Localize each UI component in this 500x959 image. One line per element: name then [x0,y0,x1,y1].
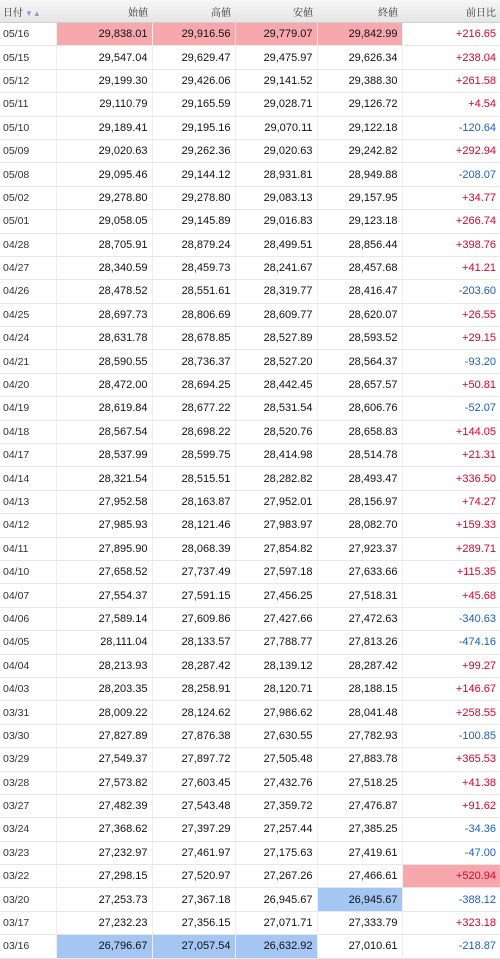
cell-open: 28,631.78 [56,327,152,350]
cell-date: 04/18 [0,420,56,443]
cell-diff: +365.53 [402,748,500,771]
cell-high: 28,121.46 [152,514,235,537]
table-row [0,677,500,700]
table-row [0,560,500,583]
cell-open: 28,213.93 [56,654,152,677]
column-header-high[interactable]: 高値 [152,0,235,23]
cell-low: 27,071.71 [235,911,317,934]
cell-close: 27,419.61 [317,841,402,864]
cell-low: 27,359.72 [235,794,317,817]
cell-diff: -47.00 [402,841,500,864]
cell-date: 05/12 [0,69,56,92]
cell-date: 04/06 [0,607,56,630]
cell-open: 28,203.35 [56,677,152,700]
cell-date: 04/26 [0,280,56,303]
table-row [0,256,500,279]
cell-high: 29,195.16 [152,116,235,139]
cell-high: 28,459.73 [152,256,235,279]
cell-diff: -52.07 [402,397,500,420]
cell-open: 28,111.04 [56,631,152,654]
cell-diff: -100.85 [402,724,500,747]
cell-low: 28,931.81 [235,163,317,186]
cell-close: 27,472.63 [317,607,402,630]
cell-open: 27,985.93 [56,514,152,537]
column-header-date-label: 日付 [3,7,23,19]
table-row [0,748,500,771]
table-row [0,584,500,607]
cell-diff: +91.62 [402,794,500,817]
cell-close: 28,949.88 [317,163,402,186]
cell-open: 28,705.91 [56,233,152,256]
table-row [0,444,500,467]
cell-date: 03/30 [0,724,56,747]
cell-date: 03/31 [0,701,56,724]
cell-low: 27,597.18 [235,560,317,583]
cell-diff: +159.33 [402,514,500,537]
cell-close: 29,123.18 [317,210,402,233]
cell-close: 28,593.52 [317,327,402,350]
cell-diff: +144.05 [402,420,500,443]
cell-open: 29,547.04 [56,46,152,69]
cell-open: 27,895.90 [56,537,152,560]
cell-close: 29,122.18 [317,116,402,139]
cell-close: 28,564.37 [317,350,402,373]
cell-low: 29,016.83 [235,210,317,233]
cell-high: 27,543.48 [152,794,235,817]
cell-diff: +74.27 [402,490,500,513]
cell-date: 04/20 [0,373,56,396]
cell-date: 03/24 [0,818,56,841]
cell-diff: +292.94 [402,139,500,162]
cell-high: 28,287.42 [152,654,235,677]
cell-open: 27,368.62 [56,818,152,841]
cell-date: 04/17 [0,444,56,467]
cell-diff: +323.18 [402,911,500,934]
cell-low: 27,986.62 [235,701,317,724]
table-row [0,631,500,654]
cell-high: 29,165.59 [152,93,235,116]
column-header-diff[interactable]: 前日比 [402,0,500,23]
table-row [0,23,500,46]
cell-date: 03/29 [0,748,56,771]
cell-diff: -93.20 [402,350,500,373]
table-row [0,911,500,934]
cell-date: 05/15 [0,46,56,69]
cell-low: 29,779.07 [235,23,317,46]
cell-date: 05/09 [0,139,56,162]
cell-high: 27,737.49 [152,560,235,583]
cell-high: 29,145.89 [152,210,235,233]
cell-low: 27,952.01 [235,490,317,513]
cell-date: 04/13 [0,490,56,513]
cell-open: 26,796.67 [56,935,152,958]
cell-open: 29,058.05 [56,210,152,233]
cell-diff: +238.04 [402,46,500,69]
table-row [0,280,500,303]
cell-date: 04/10 [0,560,56,583]
cell-diff: -208.07 [402,163,500,186]
table-row [0,210,500,233]
cell-low: 29,028.71 [235,93,317,116]
cell-diff: -474.16 [402,631,500,654]
cell-high: 27,367.18 [152,888,235,911]
cell-high: 29,426.06 [152,69,235,92]
cell-high: 27,609.86 [152,607,235,630]
cell-diff: -340.63 [402,607,500,630]
table-row [0,233,500,256]
table-row [0,350,500,373]
cell-diff: +99.27 [402,654,500,677]
sort-desc-icon[interactable]: ▼▲ [25,8,41,18]
table-row [0,654,500,677]
table-body [0,23,500,959]
cell-open: 28,472.00 [56,373,152,396]
cell-open: 28,340.59 [56,256,152,279]
cell-open: 27,827.89 [56,724,152,747]
cell-diff: +21.31 [402,444,500,467]
cell-low: 27,175.63 [235,841,317,864]
cell-high: 29,262.36 [152,139,235,162]
cell-open: 27,589.14 [56,607,152,630]
cell-diff: +398.76 [402,233,500,256]
cell-open: 29,110.79 [56,93,152,116]
cell-low: 27,456.25 [235,584,317,607]
cell-close: 28,287.42 [317,654,402,677]
cell-diff: +266.74 [402,210,500,233]
cell-open: 27,482.39 [56,794,152,817]
cell-low: 27,267.26 [235,865,317,888]
cell-close: 28,156.97 [317,490,402,513]
cell-open: 27,658.52 [56,560,152,583]
cell-diff: +50.81 [402,373,500,396]
cell-close: 27,883.78 [317,748,402,771]
cell-open: 28,321.54 [56,467,152,490]
cell-close: 27,385.25 [317,818,402,841]
cell-high: 28,736.37 [152,350,235,373]
table-row [0,420,500,443]
table-row [0,373,500,396]
cell-open: 28,619.84 [56,397,152,420]
cell-low: 26,945.67 [235,888,317,911]
cell-high: 27,876.38 [152,724,235,747]
cell-low: 28,531.54 [235,397,317,420]
cell-close: 27,010.61 [317,935,402,958]
cell-high: 27,897.72 [152,748,235,771]
cell-date: 05/02 [0,186,56,209]
cell-diff: +336.50 [402,467,500,490]
cell-low: 29,475.97 [235,46,317,69]
cell-low: 29,141.52 [235,69,317,92]
table-row [0,69,500,92]
cell-high: 27,461.97 [152,841,235,864]
cell-open: 29,199.30 [56,69,152,92]
column-header-close[interactable]: 終値 [317,0,402,23]
cell-date: 03/23 [0,841,56,864]
cell-close: 28,416.47 [317,280,402,303]
cell-close: 27,466.61 [317,865,402,888]
cell-high: 28,694.25 [152,373,235,396]
cell-close: 27,476.87 [317,794,402,817]
cell-date: 04/12 [0,514,56,537]
table-row [0,327,500,350]
cell-high: 28,678.85 [152,327,235,350]
cell-diff: +4.54 [402,93,500,116]
cell-high: 28,677.22 [152,397,235,420]
table-row [0,935,500,958]
cell-high: 28,599.75 [152,444,235,467]
cell-low: 28,414.98 [235,444,317,467]
cell-low: 28,282.82 [235,467,317,490]
table-row [0,490,500,513]
cell-diff: +45.68 [402,584,500,607]
cell-open: 27,232.23 [56,911,152,934]
cell-date: 04/24 [0,327,56,350]
cell-high: 27,603.45 [152,771,235,794]
cell-open: 28,478.52 [56,280,152,303]
cell-close: 29,626.34 [317,46,402,69]
cell-high: 28,698.22 [152,420,235,443]
cell-high: 28,806.69 [152,303,235,326]
cell-diff: -34.36 [402,818,500,841]
table-row [0,841,500,864]
cell-close: 27,518.31 [317,584,402,607]
cell-close: 28,493.47 [317,467,402,490]
cell-date: 04/05 [0,631,56,654]
table-row [0,116,500,139]
cell-high: 28,515.51 [152,467,235,490]
table-row [0,467,500,490]
cell-date: 03/28 [0,771,56,794]
cell-diff: -120.64 [402,116,500,139]
column-header-date[interactable] [0,0,56,23]
cell-high: 28,258.91 [152,677,235,700]
cell-low: 28,527.20 [235,350,317,373]
cell-open: 29,189.41 [56,116,152,139]
cell-date: 03/20 [0,888,56,911]
cell-high: 28,551.61 [152,280,235,303]
cell-high: 27,356.15 [152,911,235,934]
cell-diff: +41.38 [402,771,500,794]
table-row [0,818,500,841]
cell-close: 28,658.83 [317,420,402,443]
cell-close: 28,082.70 [317,514,402,537]
cell-open: 27,549.37 [56,748,152,771]
cell-close: 26,945.67 [317,888,402,911]
table-row [0,139,500,162]
cell-open: 29,838.01 [56,23,152,46]
cell-close: 28,514.78 [317,444,402,467]
table-row [0,397,500,420]
cell-low: 28,609.77 [235,303,317,326]
cell-diff: +258.55 [402,701,500,724]
cell-low: 27,788.77 [235,631,317,654]
cell-date: 04/04 [0,654,56,677]
table-row [0,46,500,69]
table-row [0,724,500,747]
cell-close: 29,388.30 [317,69,402,92]
cell-close: 27,813.26 [317,631,402,654]
cell-close: 28,606.76 [317,397,402,420]
cell-close: 27,633.66 [317,560,402,583]
cell-open: 27,298.15 [56,865,152,888]
cell-high: 29,916.56 [152,23,235,46]
cell-date: 03/16 [0,935,56,958]
cell-date: 04/14 [0,467,56,490]
cell-close: 29,242.82 [317,139,402,162]
cell-open: 27,232.97 [56,841,152,864]
cell-high: 29,629.47 [152,46,235,69]
cell-close: 27,923.37 [317,537,402,560]
cell-low: 27,983.97 [235,514,317,537]
cell-high: 27,397.29 [152,818,235,841]
cell-close: 29,842.99 [317,23,402,46]
cell-diff: -218.87 [402,935,500,958]
cell-close: 28,457.68 [317,256,402,279]
cell-close: 28,620.07 [317,303,402,326]
cell-low: 28,120.71 [235,677,317,700]
cell-low: 28,442.45 [235,373,317,396]
cell-close: 29,126.72 [317,93,402,116]
cell-low: 26,632.92 [235,935,317,958]
cell-open: 28,697.73 [56,303,152,326]
cell-diff: -388.12 [402,888,500,911]
cell-open: 28,009.22 [56,701,152,724]
cell-diff: +289.71 [402,537,500,560]
cell-low: 29,070.11 [235,116,317,139]
cell-date: 05/01 [0,210,56,233]
cell-high: 28,163.87 [152,490,235,513]
table-row [0,701,500,724]
table-row [0,93,500,116]
cell-date: 03/17 [0,911,56,934]
cell-date: 05/11 [0,93,56,116]
cell-low: 28,139.12 [235,654,317,677]
cell-diff: +520.94 [402,865,500,888]
cell-open: 28,537.99 [56,444,152,467]
cell-close: 28,657.57 [317,373,402,396]
cell-diff: +261.58 [402,69,500,92]
table-row [0,607,500,630]
cell-low: 28,319.77 [235,280,317,303]
table-row [0,888,500,911]
cell-close: 27,333.79 [317,911,402,934]
table-row [0,186,500,209]
cell-date: 05/10 [0,116,56,139]
table-row [0,865,500,888]
column-header-open[interactable]: 始値 [56,0,152,23]
cell-close: 29,157.95 [317,186,402,209]
cell-date: 03/22 [0,865,56,888]
cell-low: 27,427.66 [235,607,317,630]
cell-high: 28,124.62 [152,701,235,724]
cell-open: 29,020.63 [56,139,152,162]
cell-diff: +29.15 [402,327,500,350]
cell-date: 03/27 [0,794,56,817]
table-row [0,537,500,560]
cell-low: 27,432.76 [235,771,317,794]
cell-date: 04/28 [0,233,56,256]
cell-low: 27,854.82 [235,537,317,560]
cell-diff: +41.21 [402,256,500,279]
cell-low: 28,499.51 [235,233,317,256]
cell-low: 27,505.48 [235,748,317,771]
table-row [0,163,500,186]
table-row [0,303,500,326]
cell-date: 04/11 [0,537,56,560]
cell-low: 29,083.13 [235,186,317,209]
cell-open: 27,253.73 [56,888,152,911]
cell-high: 27,057.54 [152,935,235,958]
cell-date: 04/03 [0,677,56,700]
cell-open: 27,952.58 [56,490,152,513]
table-row [0,514,500,537]
cell-diff: +216.65 [402,23,500,46]
table-header-row [0,0,500,23]
cell-diff: +146.67 [402,677,500,700]
cell-open: 29,095.46 [56,163,152,186]
cell-close: 28,041.48 [317,701,402,724]
cell-high: 27,520.97 [152,865,235,888]
cell-high: 28,068.39 [152,537,235,560]
cell-low: 28,520.76 [235,420,317,443]
column-header-low[interactable]: 安値 [235,0,317,23]
cell-close: 27,518.25 [317,771,402,794]
table-row [0,794,500,817]
cell-date: 05/08 [0,163,56,186]
cell-diff: +26.55 [402,303,500,326]
cell-date: 04/21 [0,350,56,373]
cell-diff: +115.35 [402,560,500,583]
cell-diff: -203.60 [402,280,500,303]
cell-close: 28,856.44 [317,233,402,256]
cell-date: 04/19 [0,397,56,420]
cell-low: 29,020.63 [235,139,317,162]
cell-high: 28,879.24 [152,233,235,256]
cell-close: 28,188.15 [317,677,402,700]
cell-high: 27,591.15 [152,584,235,607]
cell-high: 29,144.12 [152,163,235,186]
cell-high: 29,278.80 [152,186,235,209]
table-row [0,771,500,794]
cell-date: 05/16 [0,23,56,46]
cell-low: 28,241.67 [235,256,317,279]
cell-date: 04/07 [0,584,56,607]
cell-low: 27,257.44 [235,818,317,841]
cell-low: 28,527.89 [235,327,317,350]
cell-low: 27,630.55 [235,724,317,747]
cell-date: 04/25 [0,303,56,326]
cell-close: 27,782.93 [317,724,402,747]
cell-open: 27,554.37 [56,584,152,607]
cell-open: 28,567.54 [56,420,152,443]
cell-open: 27,573.82 [56,771,152,794]
cell-high: 28,133.57 [152,631,235,654]
cell-date: 04/27 [0,256,56,279]
cell-diff: +34.77 [402,186,500,209]
cell-open: 28,590.55 [56,350,152,373]
cell-open: 29,278.80 [56,186,152,209]
